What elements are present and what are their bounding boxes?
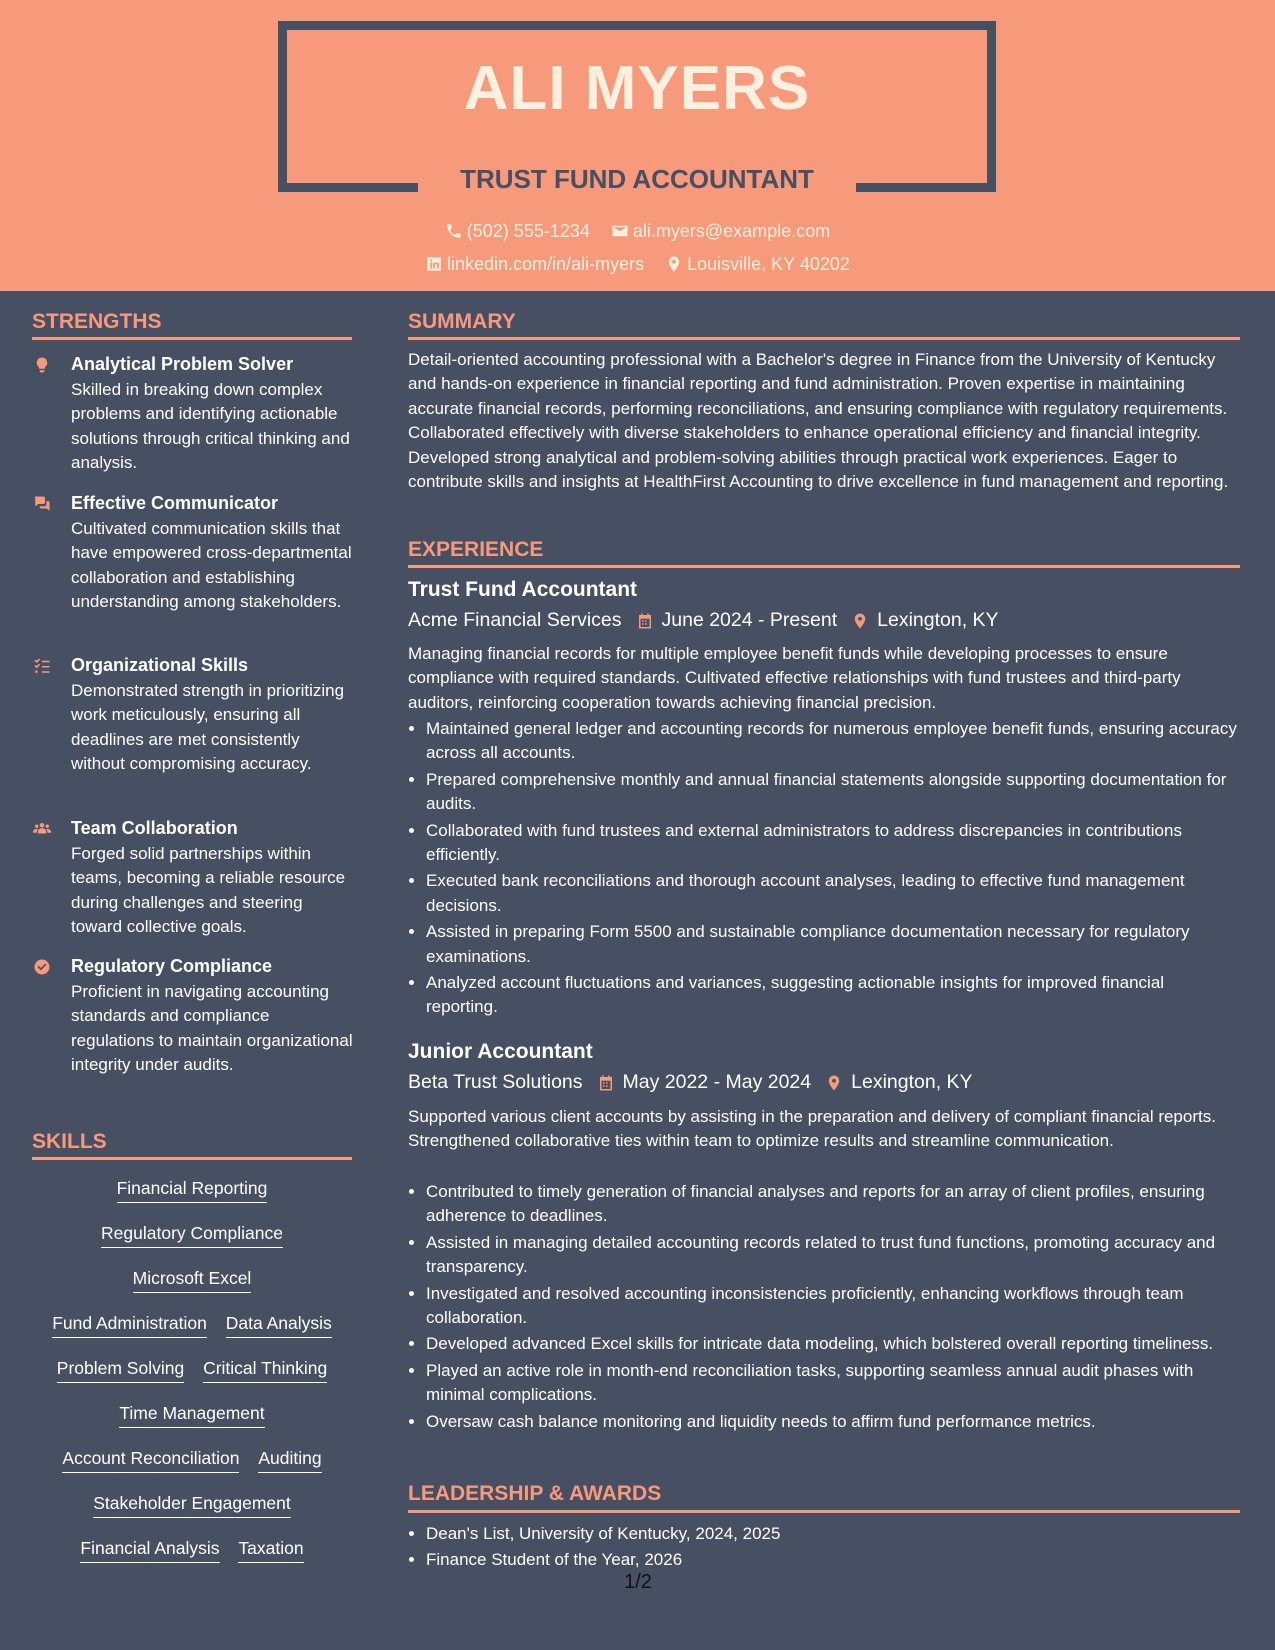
skill-tag: Financial Analysis [80,1540,219,1563]
job-bullet: • Executed bank reconciliations and thorough account analyses, leading to effective fund management decisions. [426,869,1240,918]
job-bullet: • Collaborated with fund trustees and external administrators to address discrepancies in contributions efficiently. [426,819,1240,868]
calendar-icon [636,611,654,631]
list-check-icon [32,657,54,677]
job-bullet: • Analyzed account fluctuations and variances, suggesting actionable insights for improved financial reporting. [426,971,1240,1020]
job-title: Trust Fund Accountant [408,578,638,601]
check-circle-icon [32,958,54,978]
job-bullet: • Assisted in managing detailed accounting records related to trust fund functions, promoting accuracy and transparency. [426,1231,1240,1280]
job-company: Beta Trust Solutions [408,1071,583,1094]
summary-rule [408,337,1240,340]
comments-icon [32,495,54,515]
resume-header [0,0,1275,291]
frame-bottom-left [278,183,418,192]
map-pin-icon [851,611,869,631]
users-icon [32,820,54,840]
strength-title: Effective Communicator [71,493,279,513]
skill-row [32,1360,352,1383]
strength-desc: Skilled in breaking down complex problems and identifying actionable solutions through critical thinking and analysis. [71,380,350,472]
phone-text: (502) 555-1234 [466,221,590,241]
job-bullets [408,717,1240,1022]
envelope-icon [611,222,629,240]
candidate-title: TRUST FUND ACCOUNTANT [460,164,814,194]
calendar-icon [597,1073,615,1093]
award-item: • Dean's List, University of Kentucky, 2024, 2025 [426,1522,1240,1546]
skill-row [32,1180,352,1203]
contact-phone[interactable] [445,222,590,240]
strengths-heading: STRENGTHS [32,310,162,333]
strength-title: Organizational Skills [71,655,249,675]
phone-icon [445,222,463,240]
job-description: Supported various client accounts by assisting in the preparation and delivery of compliant financial reports. Strengthened collaborative ties within team to optimize results and streamline communication. [408,1107,1216,1151]
contact-location [665,255,850,273]
skill-tag: Auditing [258,1450,321,1473]
job-meta [408,611,999,631]
contact-email[interactable] [611,222,830,240]
job-meta [408,1073,973,1093]
leadership-heading: LEADERSHIP & AWARDS [408,1482,662,1505]
leadership-list [408,1522,1240,1575]
skill-tag: Financial Reporting [117,1180,268,1203]
job-location: Lexington, KY [877,609,999,632]
experience-rule [408,565,1240,568]
location-text: Louisville, KY 40202 [687,254,850,274]
map-pin-icon [825,1073,843,1093]
strength-title: Team Collaboration [71,818,238,838]
strengths-rule [32,337,352,340]
strength-desc: Cultivated communication skills that have empowered cross-departmental collaboration and establishing understanding among stakeholders. [71,519,352,611]
job-bullet: • Investigated and resolved accounting inconsistencies proficiently, enhancing workflows through team collaboration. [426,1282,1240,1331]
job-bullet: • Maintained general ledger and accounting records for numerous employee benefit funds, ensuring accuracy across all accounts. [426,717,1240,766]
job-bullet: • Assisted in preparing Form 5500 and sustainable compliance documentation necessary for regulatory examinations. [426,920,1240,969]
linkedin-text: linkedin.com/in/ali-myers [447,254,645,274]
summary-heading: SUMMARY [408,310,516,333]
candidate-name: ALI MYERS [463,54,811,123]
job-title: Junior Accountant [408,1040,593,1063]
map-pin-icon [665,255,683,273]
job-description: Managing financial records for multiple employee benefit funds while developing processes to ensure compliance with required standards. Cultivated effective relationships with fund trustees and third-party auditors, reinforcing cooperation towards achieving financial precision. [408,644,1181,712]
job-dates: May 2022 - May 2024 [622,1071,812,1094]
job-bullets [408,1180,1240,1436]
skill-tag: Problem Solving [57,1360,184,1383]
award-item: • Finance Student of the Year, 2026 [426,1548,1240,1572]
job-dates: June 2024 - Present [661,609,838,632]
skill-row [32,1540,352,1563]
skill-tag: Critical Thinking [203,1360,327,1383]
skill-row [32,1270,352,1293]
contact-row-1 [0,222,1275,243]
job-bullet: • Developed advanced Excel skills for intricate data modeling, which bolstered overall reporting timeliness. [426,1332,1240,1356]
skill-tag: Regulatory Compliance [101,1225,283,1248]
job-company: Acme Financial Services [408,609,622,632]
skill-tag: Data Analysis [226,1315,332,1338]
lightbulb-icon [32,356,54,376]
left-column [0,291,382,1650]
job-bullet: • Prepared comprehensive monthly and annual financial statements alongside supporting documentation for audits. [426,768,1240,817]
experience-heading: EXPERIENCE [408,538,544,561]
skill-row [32,1225,352,1248]
contact-linkedin[interactable] [425,255,644,273]
skill-row [32,1450,352,1473]
skill-tag: Account Reconciliation [62,1450,239,1473]
leadership-rule [408,1510,1240,1513]
skill-tag: Taxation [238,1540,303,1563]
skills-rule [32,1157,352,1160]
job-location: Lexington, KY [851,1071,973,1094]
frame-bottom-right [856,183,996,192]
skill-tag: Time Management [119,1405,264,1428]
job-bullet: • Played an active role in month-end reconciliation tasks, supporting seamless annual audit phases with minimal complications. [426,1359,1240,1408]
contact-row-2 [0,255,1275,276]
strength-title: Analytical Problem Solver [71,354,294,374]
summary-text: Detail-oriented accounting professional with a Bachelor's degree in Finance from the University of Kentucky and hands-on experience in financial reporting and fund administration. Proven expertise in maintaining accurate financial records, performing reconciliations, and ensuring compliance with regulatory requirements. Collaborated effectively with diverse stakeholders to enhance operational efficiency and financial integrity. Developed strong analytical and problem-solving abilities through practical work experiences. Eager to contribute skills and insights at HealthFirst Accounting to drive excellence in fund management and reporting. [408,350,1229,492]
skill-tag: Microsoft Excel [133,1270,252,1293]
strength-desc: Proficient in navigating accounting standards and compliance regulations to maintain organizational integrity under audits. [71,982,353,1074]
page-number: 1/2 [624,1571,652,1593]
skill-row [32,1405,352,1428]
skill-tag: Fund Administration [52,1315,207,1338]
strength-desc: Forged solid partnerships within teams, becoming a reliable resource during challenges and steering toward collective goals. [71,844,346,936]
email-text: ali.myers@example.com [632,221,831,241]
skill-row [32,1315,352,1338]
job-bullet: • Contributed to timely generation of financial analyses and reports for an array of client profiles, ensuring adherence to deadlines. [426,1180,1240,1229]
skill-tag: Stakeholder Engagement [93,1495,291,1518]
skills-heading: SKILLS [32,1130,107,1153]
strength-title: Regulatory Compliance [71,956,273,976]
linkedin-icon [425,255,443,273]
skill-row [32,1495,352,1518]
strength-desc: Demonstrated strength in prioritizing work meticulously, ensuring all deadlines are met consistently without compromising accuracy. [71,681,345,773]
job-bullet: • Oversaw cash balance monitoring and liquidity needs to affirm fund performance metrics. [426,1410,1240,1434]
